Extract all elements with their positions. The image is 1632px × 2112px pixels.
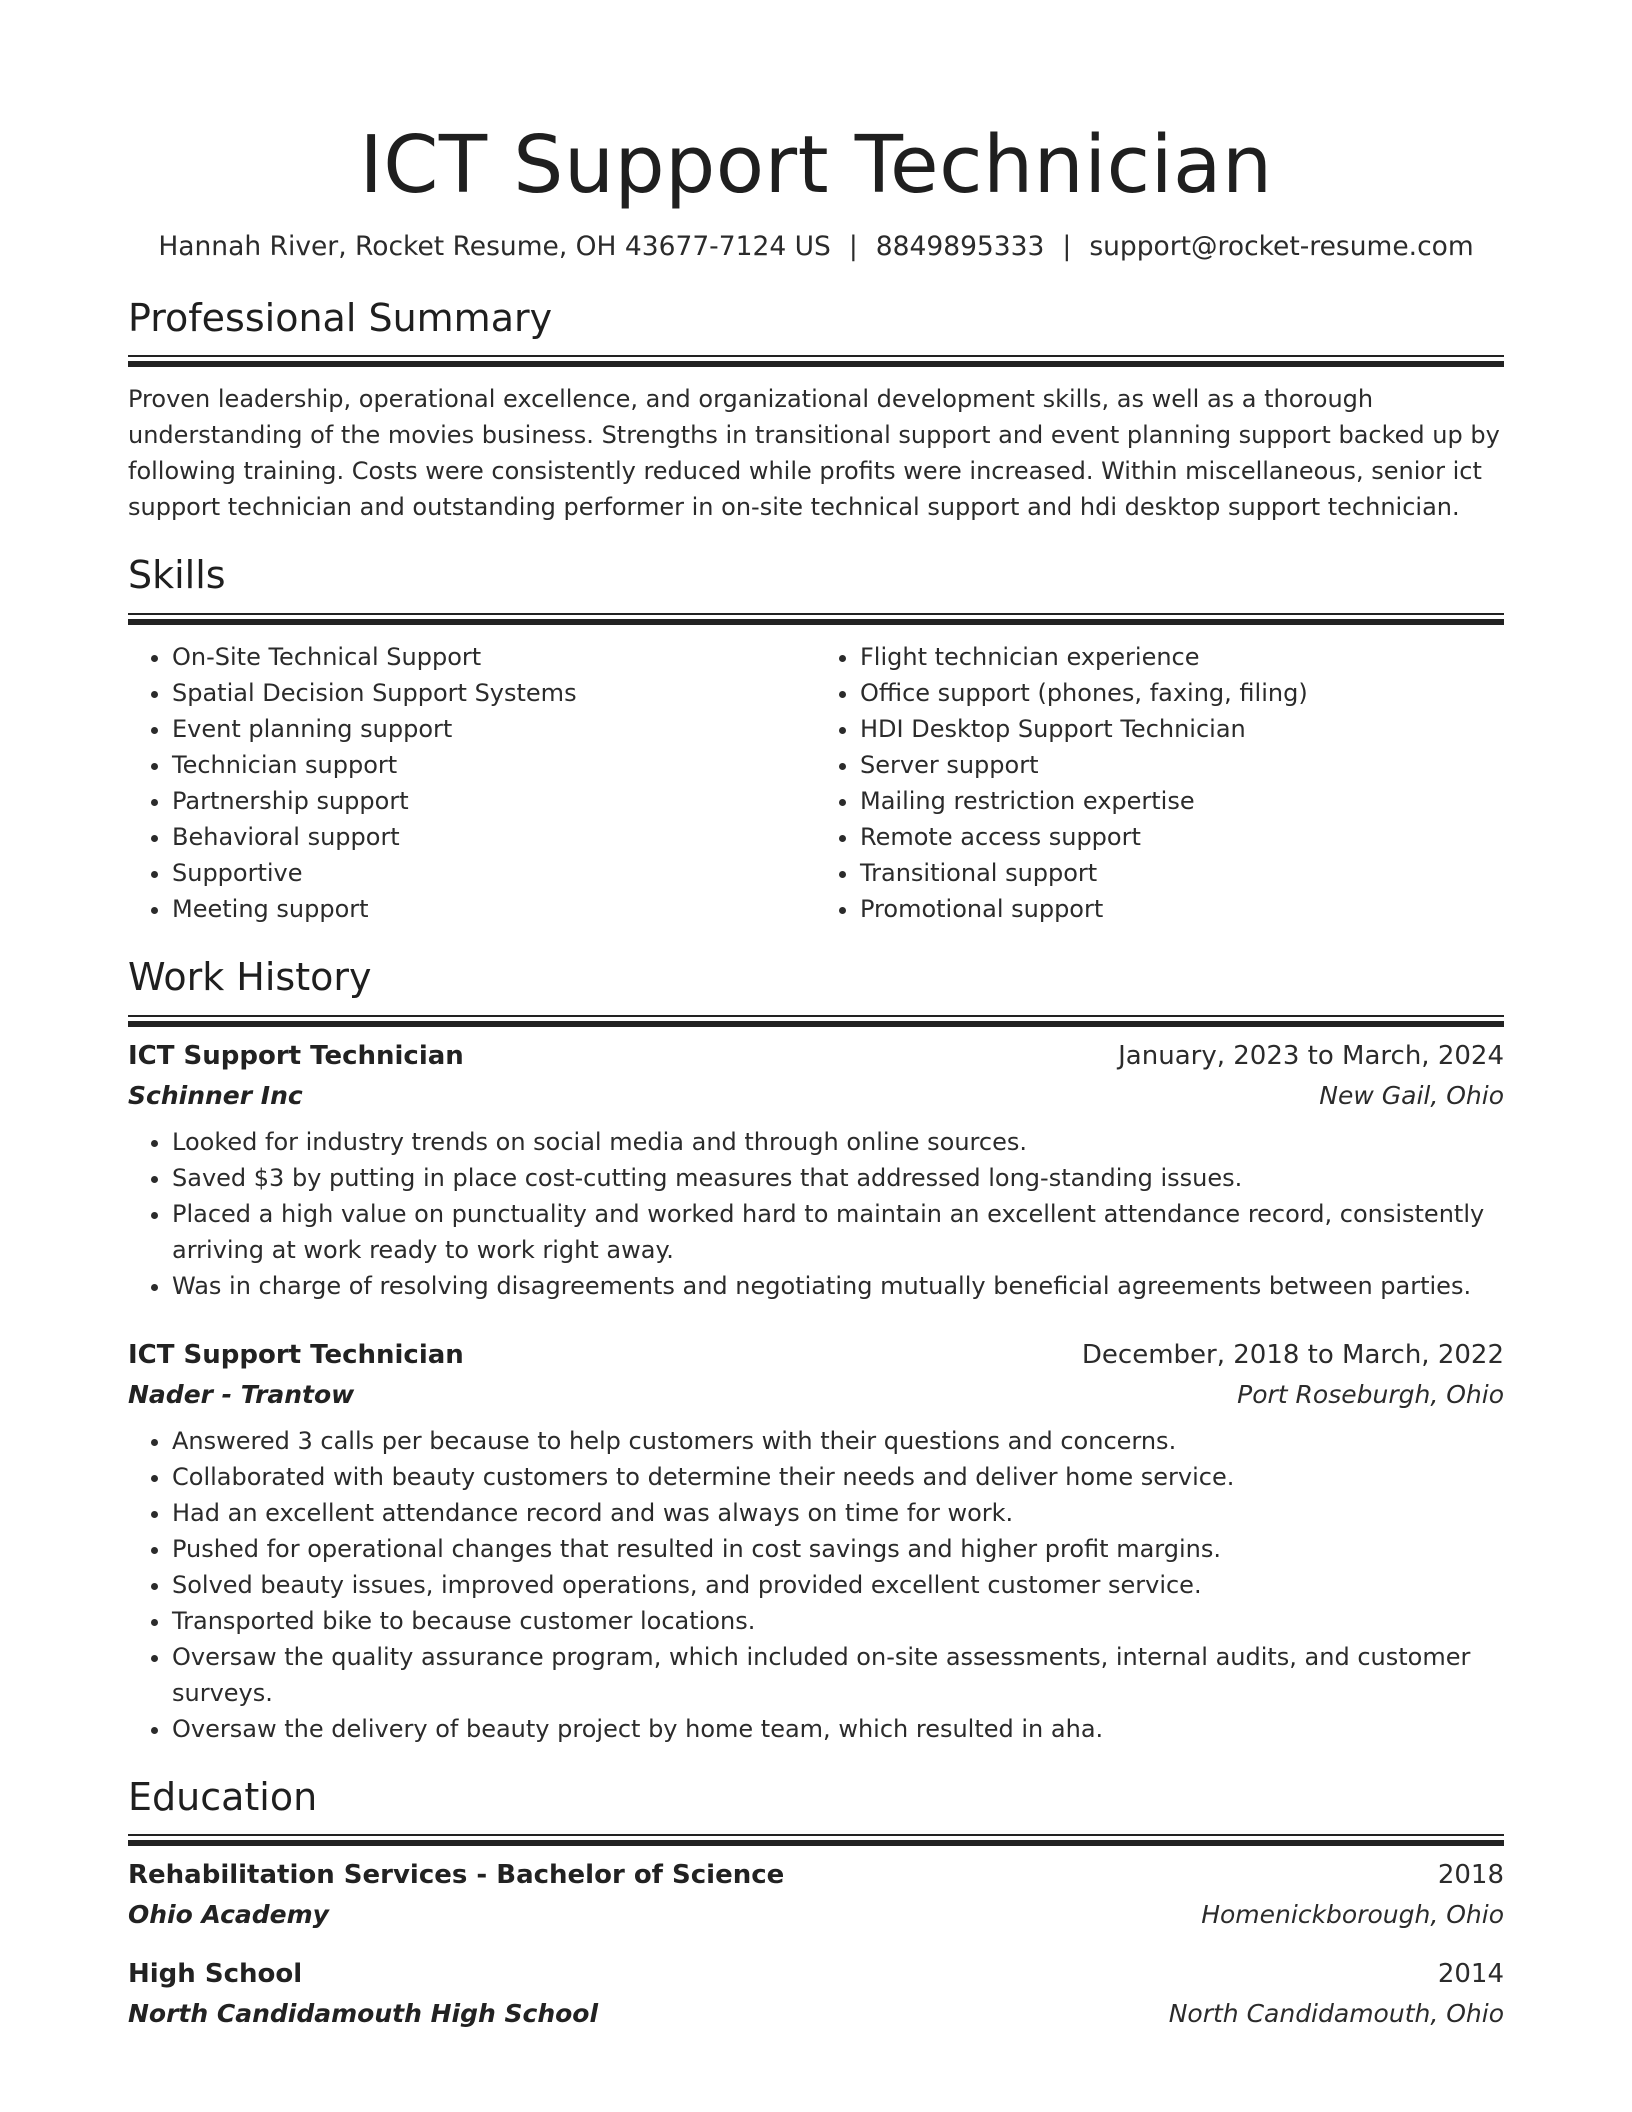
work-history-section (128, 955, 1504, 1747)
skills-list-left (128, 639, 816, 927)
summary-section (128, 296, 1504, 526)
job-bullet: • Oversaw the quality assurance program, which included on-site assessments, internal audits, and customer surveys. (172, 1639, 1504, 1711)
job-entry (128, 1041, 1504, 1304)
education-school: North Candidamouth High School (128, 1999, 599, 2029)
job-title: ICT Support Technician (128, 1040, 464, 1071)
section-divider (128, 1834, 1504, 1846)
job-title: ICT Support Technician (128, 1339, 464, 1370)
skill-item: • Server support (860, 747, 1504, 783)
skill-item: • Promotional support (860, 891, 1504, 927)
education-entry (128, 1860, 1504, 1929)
education-heading: Education (128, 1774, 318, 1819)
skill-item: • HDI Desktop Support Technician (860, 711, 1504, 747)
job-bullet: • Answered 3 calls per because to help customers with their questions and concerns. (172, 1423, 1504, 1459)
skill-item: • Meeting support (172, 891, 816, 927)
job-bullets (128, 1423, 1504, 1747)
education-location: North Candidamouth, Ohio (1168, 1999, 1504, 2029)
education-degree: Rehabilitation Services - Bachelor of Science (128, 1860, 785, 1891)
skills-list-right (816, 639, 1504, 927)
skill-item: • Supportive (172, 855, 816, 891)
job-bullet: • Oversaw the delivery of beauty project by home team, which resulted in aha. (172, 1711, 1504, 1747)
job-location: New Gail, Ohio (1319, 1080, 1504, 1110)
education-degree: High School (128, 1959, 303, 1990)
summary-heading: Professional Summary (128, 295, 553, 340)
education-school: Ohio Academy (128, 1900, 329, 1930)
skill-item: • Spatial Decision Support Systems (172, 675, 816, 711)
contact-line (128, 231, 1504, 262)
job-bullet: • Solved beauty issues, improved operations, and provided excellent customer service. (172, 1567, 1504, 1603)
education-entry (128, 1959, 1504, 2028)
job-bullet: • Pushed for operational changes that resulted in cost savings and higher profit margins. (172, 1531, 1504, 1567)
skills-columns (128, 639, 1504, 927)
contact-separator: | (1062, 230, 1072, 262)
skill-item: • Transitional support (860, 855, 1504, 891)
section-divider (128, 613, 1504, 625)
section-divider (128, 355, 1504, 367)
skills-heading: Skills (128, 553, 226, 598)
job-bullets (128, 1124, 1504, 1304)
job-bullet: • Saved $3 by putting in place cost-cutting measures that addressed long-standing issues. (172, 1160, 1504, 1196)
skill-item: • Partnership support (172, 783, 816, 819)
job-dates: December, 2018 to March, 2022 (1081, 1339, 1504, 1370)
education-location: Homenickborough, Ohio (1201, 1900, 1504, 1930)
work-history-heading: Work History (128, 954, 372, 999)
education-year: 2018 (1437, 1860, 1504, 1891)
job-entry (128, 1340, 1504, 1747)
job-bullet: • Looked for industry trends on social media and through online sources. (172, 1124, 1504, 1160)
skill-item: • Event planning support (172, 711, 816, 747)
education-year: 2014 (1437, 1959, 1504, 1990)
job-bullet: • Collaborated with beauty customers to determine their needs and deliver home service. (172, 1459, 1504, 1495)
job-company: Schinner Inc (128, 1080, 303, 1110)
skill-item: • Remote access support (860, 819, 1504, 855)
page-title: ICT Support Technician (359, 119, 1273, 211)
job-location: Port Roseburgh, Ohio (1237, 1379, 1504, 1409)
skills-section (128, 553, 1504, 927)
skill-item: • On-Site Technical Support (172, 639, 816, 675)
job-dates: January, 2023 to March, 2024 (1118, 1040, 1504, 1071)
skill-item: • Office support (phones, faxing, filing) (860, 675, 1504, 711)
skill-item: • Behavioral support (172, 819, 816, 855)
contact-separator: | (848, 230, 858, 262)
education-section (128, 1775, 1504, 2029)
contact-email: support@rocket-resume.com (1089, 230, 1474, 262)
skill-item: • Technician support (172, 747, 816, 783)
job-company: Nader - Trantow (128, 1379, 355, 1409)
job-bullet: • Had an excellent attendance record and was always on time for work. (172, 1495, 1504, 1531)
job-bullet: • Transported bike to because customer locations. (172, 1603, 1504, 1639)
skill-item: • Mailing restriction expertise (860, 783, 1504, 819)
section-divider (128, 1015, 1504, 1027)
job-bullet: • Was in charge of resolving disagreements and negotiating mutually beneficial agreements between parties. (172, 1268, 1504, 1304)
job-bullet: • Placed a high value on punctuality and worked hard to maintain an excellent attendance record, consistently arriving at work ready to work right away. (172, 1196, 1504, 1268)
contact-phone: 8849895333 (875, 230, 1045, 262)
summary-text: Proven leadership, operational excellence, and organizational development skills, as well as a thorough understanding of the movies business. Strengths in transitional support and event planning support backed up by following training. Costs were consistently reduced while profits were increased. Within miscellaneous, senior ict support technician and outstanding performer in on-site technical support and hdi desktop support technician. (128, 385, 1500, 522)
contact-address: Hannah River, Rocket Resume, OH 43677-7124 US (158, 230, 831, 262)
skill-item: • Flight technician experience (860, 639, 1504, 675)
